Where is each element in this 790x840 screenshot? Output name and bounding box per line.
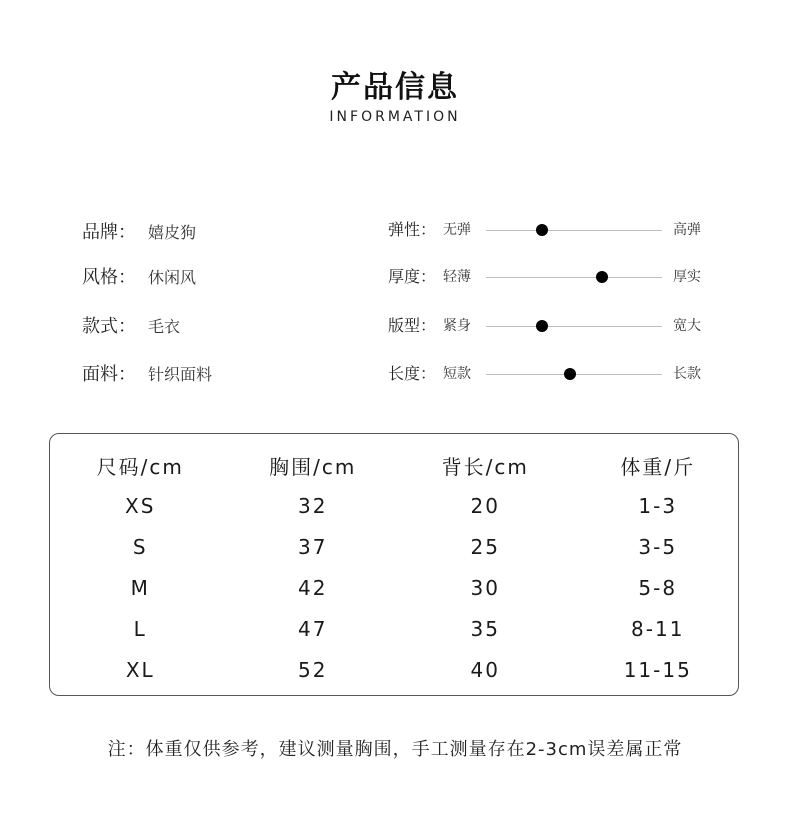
table-cell: L bbox=[133, 616, 147, 641]
table-cell: 1-3 bbox=[638, 493, 678, 518]
table-row bbox=[54, 485, 744, 526]
scale-indicator bbox=[536, 224, 548, 236]
scale-label: 版型： bbox=[388, 316, 437, 335]
attribute-label: 款式： bbox=[82, 316, 136, 337]
header-back-length: 背长/cm bbox=[441, 454, 529, 479]
table-row bbox=[54, 567, 744, 608]
table-cell: M bbox=[130, 575, 150, 600]
table-cell: XS bbox=[125, 493, 156, 518]
table-cell: 32 bbox=[298, 493, 328, 518]
table-cell: 42 bbox=[298, 575, 328, 600]
scale-indicator bbox=[564, 368, 576, 380]
attribute-brand bbox=[82, 219, 196, 243]
scale-track bbox=[486, 230, 662, 231]
header-weight: 体重/斤 bbox=[620, 454, 696, 479]
table-cell: 47 bbox=[298, 616, 328, 641]
header-size: 尺码/cm bbox=[96, 454, 184, 479]
table-cell: 3-5 bbox=[638, 534, 678, 559]
footnote: 注：体重仅供参考，建议测量胸围，手工测量存在2-3cm误差属正常 bbox=[107, 739, 683, 760]
scale-fit bbox=[388, 314, 718, 338]
table-row bbox=[54, 649, 744, 690]
table-cell: S bbox=[132, 534, 148, 559]
table-cell: 37 bbox=[298, 534, 328, 559]
size-chart-table bbox=[54, 445, 744, 690]
scale-low-label: 轻薄 bbox=[443, 269, 471, 285]
table-row bbox=[54, 608, 744, 649]
table-row bbox=[54, 526, 744, 567]
table-cell: 40 bbox=[470, 657, 500, 682]
scale-indicator bbox=[536, 320, 548, 332]
scale-label: 厚度： bbox=[388, 267, 437, 286]
scale-low-label: 无弹 bbox=[443, 222, 471, 238]
scale-low-label: 短款 bbox=[443, 366, 471, 382]
scale-label: 长度： bbox=[388, 364, 437, 383]
attribute-type bbox=[82, 313, 180, 337]
table-cell: 52 bbox=[298, 657, 328, 682]
scale-elasticity bbox=[388, 218, 718, 242]
scale-high-label: 长款 bbox=[673, 366, 701, 382]
scale-track bbox=[486, 326, 662, 327]
scale-low-label: 紧身 bbox=[443, 318, 471, 334]
table-header-row bbox=[54, 445, 744, 485]
scale-track bbox=[486, 277, 662, 278]
page-subtitle: INFORMATION bbox=[329, 109, 461, 125]
table-cell: XL bbox=[125, 657, 155, 682]
attribute-value: 休闲风 bbox=[148, 267, 197, 287]
table-cell: 8-11 bbox=[631, 616, 685, 641]
attribute-label: 风格： bbox=[82, 267, 136, 288]
attribute-style bbox=[82, 264, 196, 288]
attribute-value: 针织面料 bbox=[148, 364, 213, 384]
table-cell: 30 bbox=[470, 575, 500, 600]
table-cell: 35 bbox=[470, 616, 500, 641]
attribute-value: 毛衣 bbox=[148, 316, 181, 336]
scale-length bbox=[388, 362, 718, 386]
table-cell: 20 bbox=[470, 493, 500, 518]
table-cell: 11-15 bbox=[623, 657, 692, 682]
table-cell: 5-8 bbox=[638, 575, 678, 600]
attribute-label: 面料： bbox=[82, 364, 136, 385]
scale-high-label: 厚实 bbox=[673, 269, 701, 285]
scale-indicator bbox=[596, 271, 608, 283]
page-title: 产品信息 bbox=[331, 70, 459, 105]
scale-high-label: 高弹 bbox=[673, 222, 701, 238]
attribute-value: 嬉皮狗 bbox=[148, 222, 197, 242]
scale-thickness bbox=[388, 265, 718, 289]
scale-label: 弹性： bbox=[388, 220, 437, 239]
scale-high-label: 宽大 bbox=[673, 318, 701, 334]
header-chest: 胸围/cm bbox=[269, 454, 357, 479]
attribute-fabric bbox=[82, 361, 212, 385]
attribute-label: 品牌： bbox=[82, 222, 136, 243]
table-cell: 25 bbox=[470, 534, 500, 559]
